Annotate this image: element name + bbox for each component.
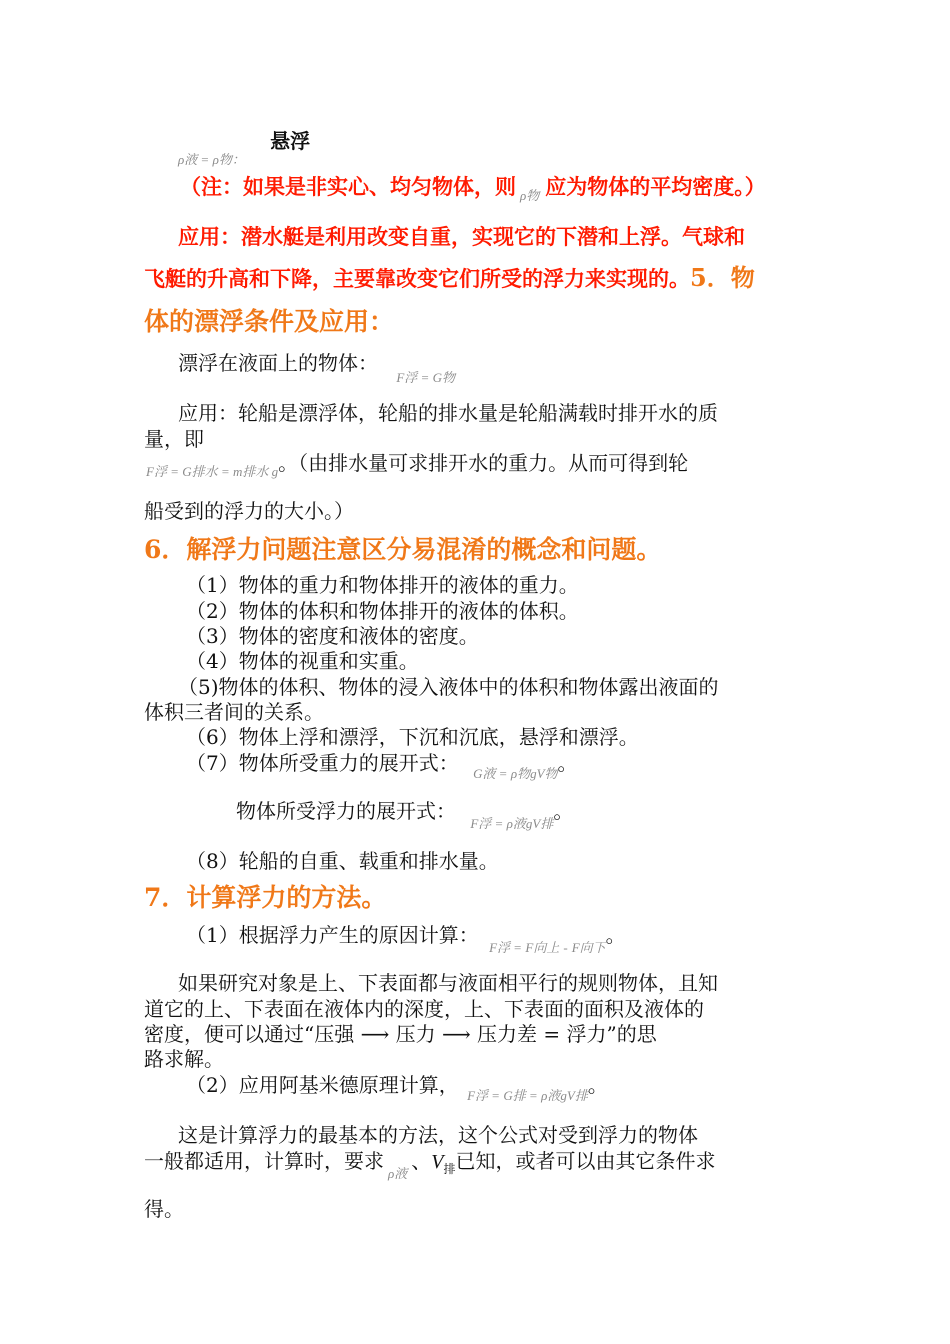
list-item-3: （3）物体的密度和液体的密度。	[186, 624, 479, 648]
formula-suspension	[178, 152, 248, 167]
list-item-7	[186, 750, 578, 779]
equals: =	[170, 464, 179, 479]
period: 。	[553, 799, 574, 823]
list-item-1: （1）物体的重力和物体排开的液体的重力。	[186, 573, 579, 597]
floating-text: 漂浮在液面上的物体：	[178, 351, 378, 375]
equals: =	[421, 370, 429, 385]
volume-displaced: V排	[566, 1088, 588, 1103]
minus: -	[563, 940, 568, 955]
displaced-weight-symbol: G排水	[182, 464, 218, 479]
force-downward: F向下	[571, 940, 606, 955]
buoyancy-symbol: F浮	[146, 464, 167, 479]
note-line	[180, 174, 766, 209]
equals: =	[492, 1088, 500, 1103]
paragraph-2-line1: 这是计算浮力的最基本的方法，这个公式对受到浮力的物体	[178, 1123, 698, 1147]
heading-5-floating: 体的漂浮条件及应用：	[144, 307, 395, 336]
paragraph-1-line4: 路求解。	[144, 1047, 224, 1071]
volume-displaced	[431, 1151, 456, 1176]
list-item-7-text: （7）物体所受重力的展开式：	[186, 751, 459, 775]
heading-6: 6．解浮力问题注意区分易混淆的概念和问题。	[144, 535, 662, 564]
method-2	[186, 1072, 608, 1101]
weight-symbol: G液	[473, 766, 496, 781]
paragraph-2-text-c: 已知，或者可以由其它条件求	[455, 1149, 716, 1173]
method-1-text: （1）根据浮力产生的原因计算：	[186, 923, 479, 947]
gravity-symbol: g	[530, 766, 537, 781]
list-item-2: （2）物体的体积和物体排开的液体的体积。	[186, 599, 579, 623]
rho-liquid: ρ液	[541, 1088, 561, 1103]
volume-displaced: V排	[532, 816, 554, 831]
buoyancy-symbol: F浮	[489, 940, 511, 955]
volume-symbol: V	[431, 1151, 444, 1173]
formula-pressure-difference	[489, 940, 606, 955]
formula-archimedes	[467, 1088, 588, 1103]
application-submarine-line2	[144, 262, 755, 294]
ship-line2: 量，即	[144, 427, 204, 451]
application-balloon-text: 飞艇的升高和下降，主要靠改变它们所受的浮力来实现的。	[144, 266, 690, 291]
paragraph-2-text-a: 一般都适用，计算时，要求	[144, 1149, 384, 1173]
equals: =	[201, 152, 209, 167]
list-item-6: （6）物体上浮和漂浮，下沉和沉底，悬浮和漂浮。	[186, 725, 639, 749]
buoyancy-symbol: F浮	[470, 816, 492, 831]
formula-buoyancy-expanded	[470, 816, 553, 831]
colon: ：	[231, 152, 245, 167]
period: 。	[587, 1073, 608, 1097]
list-item-7-buoyancy	[236, 798, 574, 831]
ship-line4: 船受到的浮力的大小。）	[144, 499, 354, 523]
formula-displacement	[146, 464, 278, 479]
ship-line3-text: 。（由排水量可求排开水的重力。从而可得到轮	[278, 451, 689, 475]
rho-liquid: ρ液	[506, 816, 526, 831]
paragraph-1-line1: 如果研究对象是上、下表面都与液面相平行的规则物体，且知	[178, 971, 718, 995]
period: 。	[605, 923, 626, 947]
displaced-weight-symbol: G排	[503, 1088, 526, 1103]
equals: =	[529, 1088, 538, 1103]
paragraph-2-line2	[144, 1148, 715, 1187]
application-submarine-line1: 应用：潜水艇是利用改变自重，实现它的下潜和上浮。气球和	[178, 224, 745, 249]
method-1	[186, 922, 626, 955]
rho-object-note: ρ物	[520, 188, 540, 203]
paragraph-1-line3: 密度，便可以通过“压强 ⟶ 压力 ⟶ 压力差 = 浮力”的思	[144, 1022, 657, 1046]
equals: =	[221, 464, 230, 479]
suspension-label: 悬浮	[270, 129, 311, 153]
equals: =	[514, 940, 522, 955]
paragraph-1-line2: 道它的上、下表面在液体内的深度，上、下表面的面积及液体的	[144, 997, 704, 1021]
gravity-symbol: g	[560, 1088, 567, 1103]
heading-7: 7．计算浮力的方法。	[144, 883, 387, 912]
list-item-5-line2: 体积三者间的关系。	[144, 700, 324, 724]
rho-object: ρ物	[510, 766, 531, 781]
formula-floating	[396, 370, 455, 385]
period: 。	[557, 751, 578, 775]
list-item-7-buoyancy-text: 物体所受浮力的展开式：	[236, 799, 456, 823]
rho-object: ρ物	[212, 152, 232, 167]
list-item-8: （8）轮船的自重、载重和排水量。	[186, 849, 499, 873]
volume-subscript: 排	[443, 1162, 456, 1176]
formula-gravity-expanded	[473, 766, 557, 781]
rho-liquid: ρ液	[178, 152, 198, 167]
rho-liquid: ρ液	[388, 1166, 408, 1181]
note-text-b: 应为物体的平均密度。）	[545, 174, 766, 199]
force-upward: F向上	[525, 940, 560, 955]
weight-symbol: G物	[432, 370, 456, 385]
buoyancy-symbol: F浮	[467, 1088, 489, 1103]
displaced-mass-symbol: m排水	[233, 464, 269, 479]
floating-line	[178, 350, 456, 385]
ship-line1: 应用：轮船是漂浮体，轮船的排水量是轮船满载时排开水的质	[178, 401, 718, 425]
gravity-symbol: g	[271, 464, 279, 479]
heading-5-start: 5．物	[690, 263, 755, 292]
equals: =	[499, 766, 507, 781]
volume-object: V物	[536, 766, 558, 781]
gravity-symbol: g	[525, 816, 533, 831]
note-text-a: （注：如果是非实心、均匀物体，则	[180, 174, 516, 199]
comma: 、	[411, 1149, 432, 1173]
ship-line3	[146, 450, 688, 479]
buoyancy-symbol: F浮	[396, 370, 418, 385]
paragraph-2-line3: 得。	[144, 1197, 184, 1221]
list-item-5-line1: （5)物体的体积、物体的浸入液体中的体积和物体露出液面的	[178, 675, 719, 699]
equals: =	[495, 816, 503, 831]
list-item-4: （4）物体的视重和实重。	[186, 649, 419, 673]
method-2-text: （2）应用阿基米德原理计算，	[186, 1073, 459, 1097]
